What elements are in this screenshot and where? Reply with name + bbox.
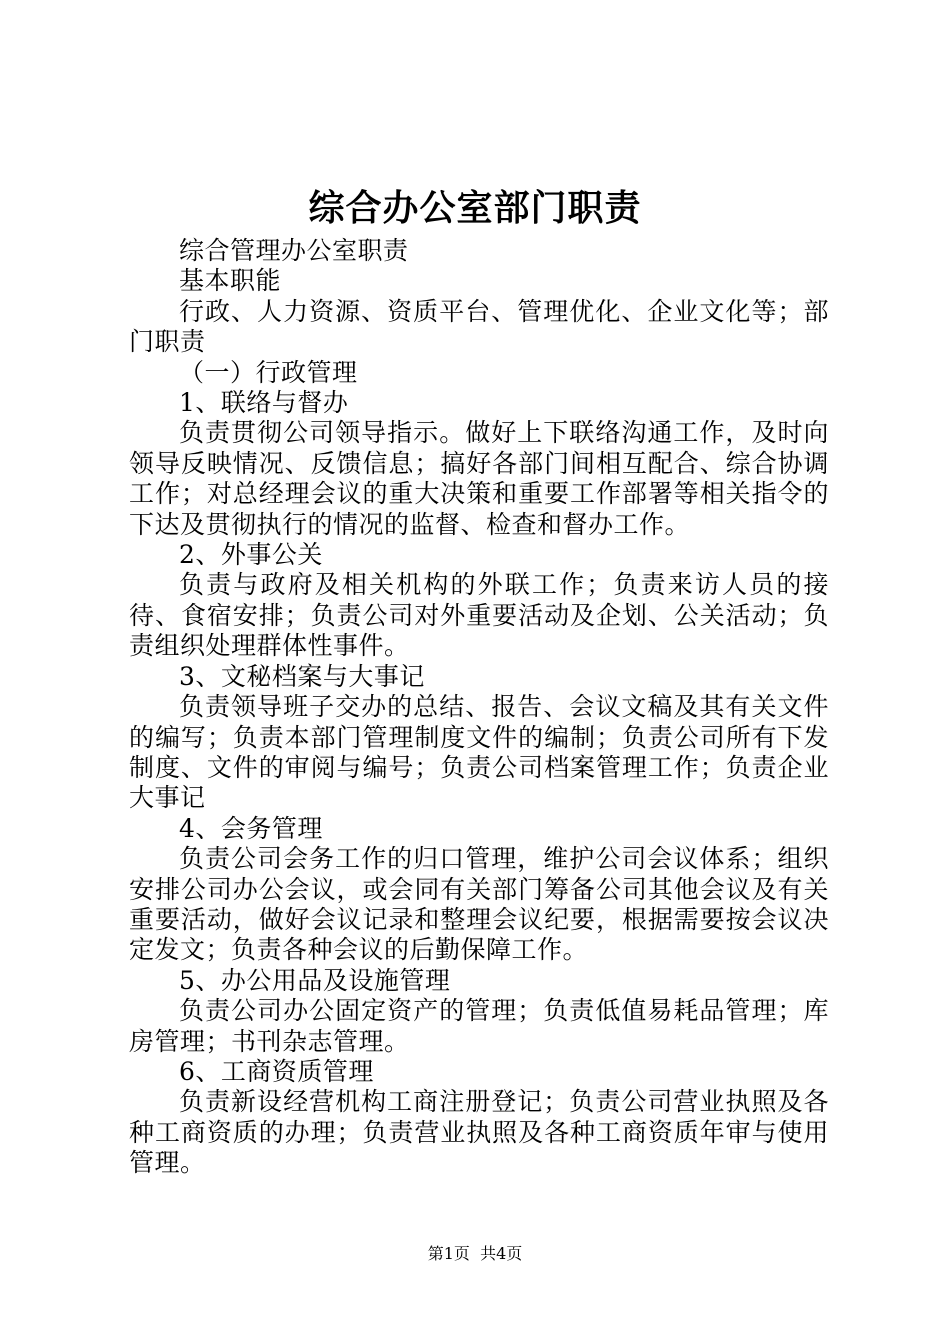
paragraph-basic-functions: 基本职能 xyxy=(179,266,282,296)
paragraph-business-qualification: 负责新设经营机构工商注册登记；负责公司营业执照及各种工商资质的办理；负责营业执照及各种工商资质年审与使用管理。 xyxy=(129,1087,829,1178)
document-title: 综合办公室部门职责 xyxy=(308,187,642,229)
paragraph-archives: 负责领导班子交办的总结、报告、会议文稿及其有关文件的编写；负责本部门管理制度文件的编制；负责公司所有下发制度、文件的审阅与编号；负责公司档案管理工作；负责企业大事记 xyxy=(129,692,829,813)
subheading-office-supplies: 5、办公用品及设施管理 xyxy=(179,965,451,995)
paragraph-meetings: 负责公司会务工作的归口管理，维护公司会议体系；组织安排公司办公会议，或会同有关部门筹备公司其他会议及有关重要活动，做好会议记录和整理会议纪要，根据需要按会议决定发文；负责各种会议的后勤保障工作。 xyxy=(129,844,829,965)
subheading-archives: 3、文秘档案与大事记 xyxy=(179,661,425,691)
paragraph-office-supplies: 负责公司办公固定资产的管理；负责低值易耗品管理；库房管理；书刊杂志管理。 xyxy=(129,996,829,1056)
subheading-business-qualification: 6、工商资质管理 xyxy=(179,1056,374,1086)
paragraph-office-duties: 综合管理办公室职责 xyxy=(179,236,409,265)
subheading-liaison: 1、联络与督办 xyxy=(179,388,349,418)
subheading-meetings: 4、会务管理 xyxy=(179,813,323,843)
section-heading-admin: （一）行政管理 xyxy=(179,357,358,387)
paragraph-liaison: 负责贯彻公司领导指示。做好上下联络沟通工作，及时向领导反映情况、反馈信息；搞好各部门间相互配合、综合协调工作；对总经理会议的重大决策和重要工作部署等相关指令的下达及贯彻执行的情况的监督、检查和督办工作。 xyxy=(129,418,829,539)
paragraph-functions-list: 行政、人力资源、资质平台、管理优化、企业文化等；部门职责 xyxy=(129,296,829,357)
paragraph-external-affairs: 负责与政府及相关机构的外联工作；负责来访人员的接待、食宿安排；负责公司对外重要活动及企划、公关活动；负责组织处理群体性事件。 xyxy=(129,570,829,661)
document-body xyxy=(129,236,829,1179)
subheading-external-affairs: 2、外事公关 xyxy=(179,540,323,570)
page-footer: 第1页 共4页 xyxy=(427,1244,523,1263)
